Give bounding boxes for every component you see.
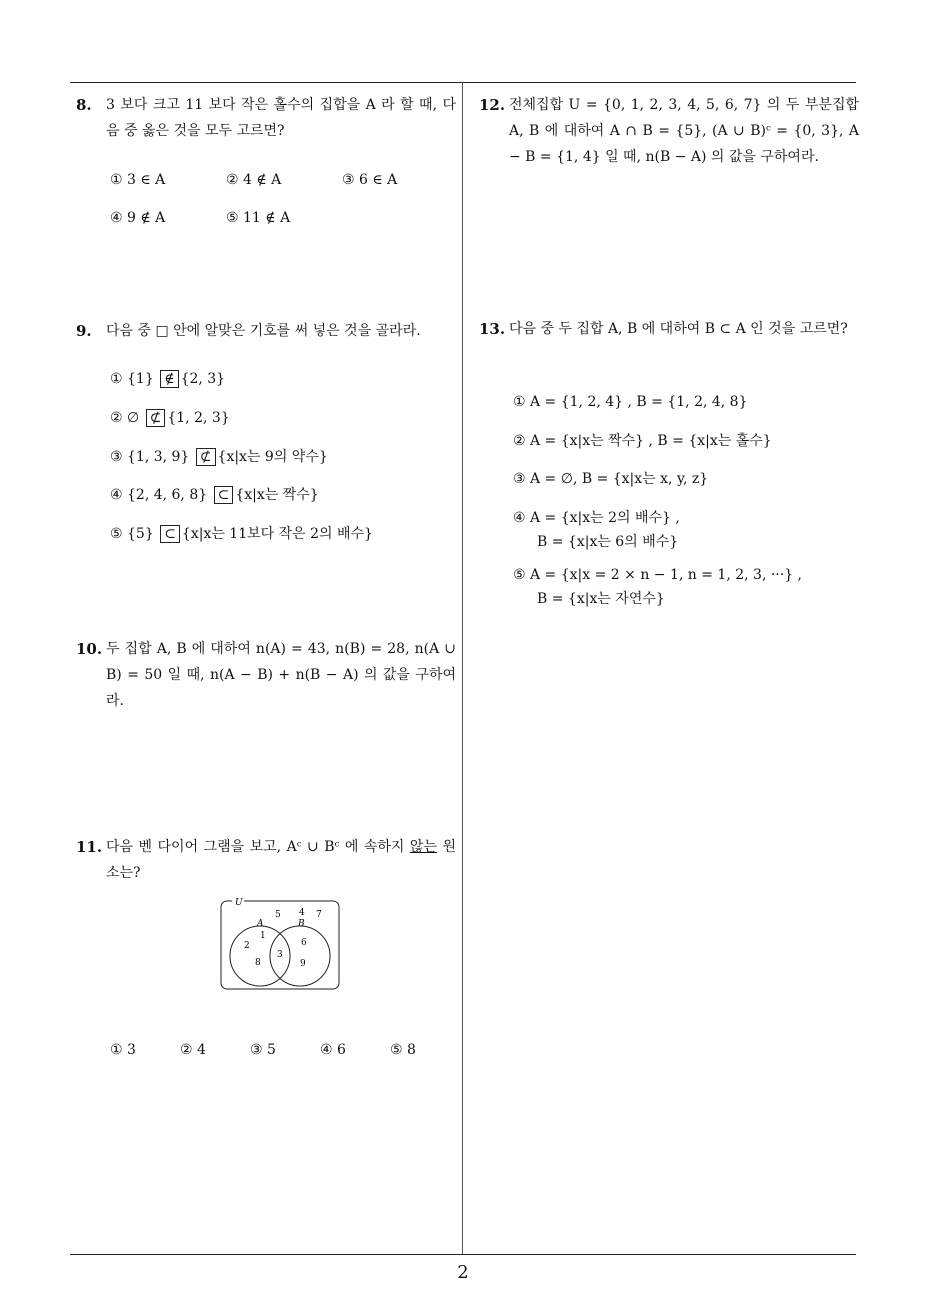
option-text-line2: B = {x|x는 자연수} <box>537 591 665 607</box>
option-text: ⑤ A = {x|x = 2 × n − 1, n = 1, 2, 3, ···} , <box>513 567 803 583</box>
option-4[interactable] <box>110 484 319 506</box>
option-2[interactable] <box>513 430 772 452</box>
option-4[interactable] <box>513 507 680 553</box>
stem-text: 원소는? <box>106 839 456 881</box>
question-10 <box>76 636 456 714</box>
element: 2 <box>244 941 250 951</box>
stem-text: 다음 벤 다이어 그램을 보고, Aᶜ ∪ Bᶜ 에 속하지 <box>106 839 410 855</box>
element: 4 <box>299 908 305 918</box>
option-3[interactable]: ③ 5 <box>250 1042 276 1058</box>
option-text: ③ A = ∅, B = {x|x는 x, y, z} <box>513 471 709 487</box>
question-number: 13. <box>479 320 506 338</box>
symbol-box: ⊂ <box>214 486 234 504</box>
option-2[interactable]: ② 4 <box>180 1042 206 1058</box>
option-5[interactable]: ⑤ 11 ∉ A <box>226 210 291 226</box>
option-5[interactable] <box>110 523 373 545</box>
element: 8 <box>255 958 261 968</box>
option-1[interactable]: ① 3 ∈ A <box>110 172 166 188</box>
element: 9 <box>300 959 306 969</box>
element: 7 <box>316 910 322 920</box>
option-suffix: {x|x는 9의 약수} <box>217 449 328 465</box>
option-4[interactable]: ④ 9 ∉ A <box>110 210 166 226</box>
option-text: ② A = {x|x는 짝수} , B = {x|x는 홀수} <box>513 433 772 449</box>
bottom-rule <box>70 1254 856 1255</box>
question-stem: 두 집합 A, B 에 대하여 n(A) = 43, n(B) = 28, n(A ∪ B) = 50 일 때, n(A − B) + n(B − A) 의 값을 구하여라. <box>106 641 456 709</box>
set-b-label: B <box>298 919 305 929</box>
question-11 <box>76 834 456 886</box>
option-suffix: {2, 3} <box>180 371 226 387</box>
option-1[interactable] <box>110 368 225 390</box>
option-suffix: {x|x는 짝수} <box>235 487 319 503</box>
question-number: 8. <box>76 96 92 114</box>
symbol-box: ⊄ <box>196 448 216 466</box>
option-1[interactable]: ① 3 <box>110 1042 136 1058</box>
option-5[interactable]: ⑤ 8 <box>390 1042 416 1058</box>
element: 5 <box>275 910 281 920</box>
option-text-line2: B = {x|x는 6의 배수} <box>537 534 679 550</box>
question-13 <box>479 316 859 342</box>
symbol-box: ⊄ <box>146 409 166 427</box>
option-3[interactable] <box>110 446 328 468</box>
option-prefix: ⑤ {5} <box>110 526 159 542</box>
set-a-label: A <box>257 919 264 929</box>
option-suffix: {1, 2, 3} <box>167 410 230 426</box>
question-stem: 전체집합 U = {0, 1, 2, 3, 4, 5, 6, 7} 의 두 부분집합 A, B 에 대하여 A ∩ B = {5}, (A ∪ B)ᶜ = {0, 3}, A − B = {1, 4} 일 때, n(B − A) 의 값을 구하여라. <box>509 97 859 165</box>
question-9 <box>76 318 456 344</box>
question-stem: 다음 중 □ 안에 알맞은 기호를 써 넣은 것을 골라라. <box>106 323 421 339</box>
option-3[interactable] <box>513 468 708 490</box>
option-5[interactable] <box>513 564 802 610</box>
option-3[interactable]: ③ 6 ∈ A <box>342 172 398 188</box>
option-suffix: {x|x는 11보다 작은 2의 배수} <box>181 526 373 542</box>
option-prefix: ① {1} <box>110 371 159 387</box>
question-number: 10. <box>76 640 103 658</box>
question-number: 9. <box>76 322 92 340</box>
element: 3 <box>277 950 283 960</box>
question-stem: 3 보다 크고 11 보다 작은 홀수의 집합을 A 라 할 때, 다음 중 옳은 것을 모두 고르면? <box>106 97 456 139</box>
symbol-box: ⊂ <box>160 525 180 543</box>
symbol-box: ∉ <box>160 370 178 388</box>
element: 6 <box>301 938 307 948</box>
element: 1 <box>260 931 266 941</box>
universe-label: U <box>235 898 243 908</box>
top-rule <box>70 82 856 83</box>
option-prefix: ③ {1, 3, 9} <box>110 449 194 465</box>
option-prefix: ④ {2, 4, 6, 8} <box>110 487 212 503</box>
question-8 <box>76 92 456 144</box>
venn-diagram <box>220 898 342 992</box>
underlined-text: 않는 <box>409 839 437 855</box>
option-prefix: ② ∅ <box>110 410 144 426</box>
option-text: ① A = {1, 2, 4} , B = {1, 2, 4, 8} <box>513 394 748 410</box>
option-text: ④ A = {x|x는 2의 배수} , <box>513 510 680 526</box>
question-12 <box>479 92 859 170</box>
question-stem <box>106 834 456 886</box>
question-number: 11. <box>76 838 103 856</box>
question-stem: 다음 중 두 집합 A, B 에 대하여 B ⊂ A 인 것을 고르면? <box>509 321 848 337</box>
option-2[interactable] <box>110 407 230 429</box>
option-4[interactable]: ④ 6 <box>320 1042 346 1058</box>
question-number: 12. <box>479 96 506 114</box>
option-1[interactable] <box>513 391 748 413</box>
page-number: 2 <box>457 1262 469 1283</box>
option-2[interactable]: ② 4 ∉ A <box>226 172 282 188</box>
column-divider <box>462 82 463 1254</box>
